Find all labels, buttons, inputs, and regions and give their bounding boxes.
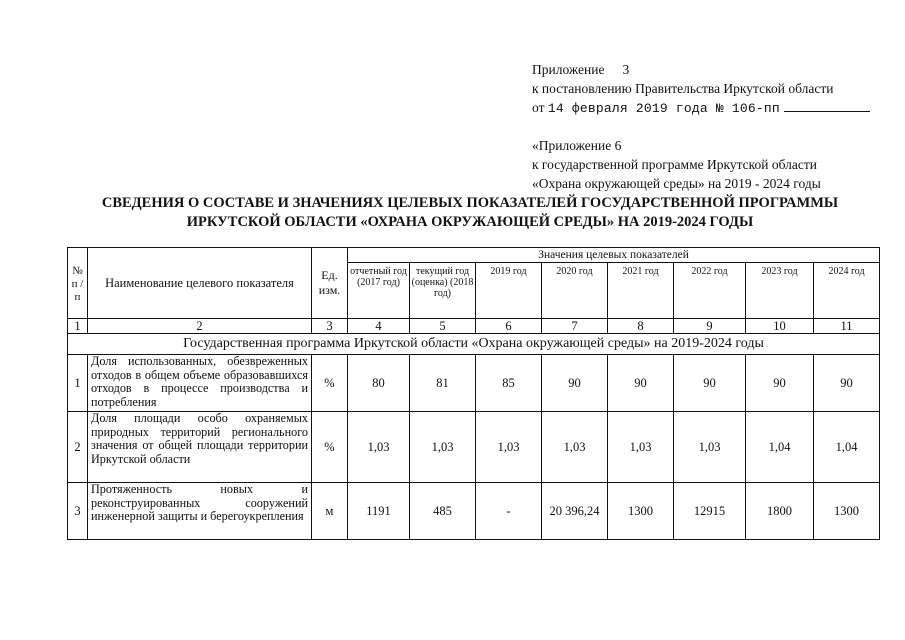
col-number: 1	[68, 319, 88, 334]
value-2022: 90	[674, 355, 746, 412]
header-col-2021: 2021 год	[608, 263, 674, 319]
header-col-2024: 2024 год	[814, 263, 880, 319]
header-row-1	[68, 248, 880, 263]
value-2022: 12915	[674, 483, 746, 540]
column-numbers-row	[68, 319, 880, 334]
indicator-unit: %	[312, 412, 348, 483]
value-2020: 90	[542, 355, 608, 412]
col-number: 4	[348, 319, 410, 334]
value-2021: 1,03	[608, 412, 674, 483]
col-number: 8	[608, 319, 674, 334]
title-line-2: ИРКУТСКОЙ ОБЛАСТИ «ОХРАНА ОКРУЖАЮЩЕЙ СРЕДЫ» НА 2019-2024 ГОДЫ	[186, 214, 754, 230]
appendix-label: Приложение	[532, 62, 605, 77]
table-row	[68, 412, 880, 483]
appendix-line-2: к постановлению Правительства Иркутской области	[532, 81, 834, 96]
indicator-unit: м	[312, 483, 348, 540]
appendix-number: 3	[622, 62, 630, 77]
header-num: № п / п	[68, 248, 88, 319]
header-col-2017: отчетный год (2017 год)	[348, 263, 410, 319]
appendix-from-prefix: от	[532, 100, 545, 115]
appendix-line-5: к государственной программе Иркутской области	[532, 157, 818, 172]
header-unit: Ед. изм.	[312, 248, 348, 319]
value-2023: 1800	[746, 483, 814, 540]
table-row	[68, 483, 880, 540]
indicator-name: Протяженность новых и реконструированных сооружений инженерной защиты и берегоукрепления	[88, 483, 312, 540]
value-2022: 1,03	[674, 412, 746, 483]
header-values-group: Значения целевых показателей	[348, 248, 880, 263]
value-2018: 1,03	[410, 412, 476, 483]
resolution-date-number: 14 февраля 2019 года № 106-пп	[547, 101, 780, 116]
value-2019: 1,03	[476, 412, 542, 483]
row-number: 2	[68, 412, 88, 483]
col-number: 7	[542, 319, 608, 334]
table-row	[68, 355, 880, 412]
value-2017: 1191	[348, 483, 410, 540]
value-2021: 1300	[608, 483, 674, 540]
value-2019: -	[476, 483, 542, 540]
value-2024: 90	[814, 355, 880, 412]
appendix-line-4: «Приложение 6	[532, 138, 622, 153]
value-2020: 1,03	[542, 412, 608, 483]
col-number: 5	[410, 319, 476, 334]
value-2023: 1,04	[746, 412, 814, 483]
col-number: 10	[746, 319, 814, 334]
value-2018: 81	[410, 355, 476, 412]
col-number: 3	[312, 319, 348, 334]
value-2018: 485	[410, 483, 476, 540]
header-col-2020: 2020 год	[542, 263, 608, 319]
appendix-line-3	[532, 98, 872, 118]
title-line-1: СВЕДЕНИЯ О СОСТАВЕ И ЗНАЧЕНИЯХ ЦЕЛЕВЫХ ПОКАЗАТЕЛЕЙ ГОСУДАРСТВЕННОЙ ПРОГРАММЫ	[101, 195, 839, 211]
header-col-2022: 2022 год	[674, 263, 746, 319]
value-2024: 1300	[814, 483, 880, 540]
indicators-table	[67, 247, 880, 540]
header-name: Наименование целевого показателя	[88, 248, 312, 319]
section-row	[68, 334, 880, 355]
value-2023: 90	[746, 355, 814, 412]
appendix-line-1	[532, 60, 872, 79]
col-number: 9	[674, 319, 746, 334]
header-col-2023: 2023 год	[746, 263, 814, 319]
indicator-name: Доля площади особо охраняемых природных территорий регионального значения от общей площади территории Иркутской области	[88, 412, 312, 483]
value-2017: 80	[348, 355, 410, 412]
col-number: 6	[476, 319, 542, 334]
value-2021: 90	[608, 355, 674, 412]
header-col-2018: текущий год (оценка) (2018 год)	[410, 263, 476, 319]
section-title: Государственная программа Иркутской области «Охрана окружающей среды» на 2019-2024 годы	[68, 334, 880, 355]
signature-line	[784, 99, 870, 112]
value-2020: 20 396,24	[542, 483, 608, 540]
appendix-line-6: «Охрана окружающей среды» на 2019 - 2024 годы	[532, 176, 821, 191]
header-col-2019: 2019 год	[476, 263, 542, 319]
col-number: 2	[88, 319, 312, 334]
value-2017: 1,03	[348, 412, 410, 483]
row-number: 1	[68, 355, 88, 412]
value-2019: 85	[476, 355, 542, 412]
document-title	[40, 194, 900, 232]
indicator-name: Доля использованных, обезвреженных отходов в общем объеме образовавшихся отходов в процессе производства и потребления	[88, 355, 312, 412]
value-2024: 1,04	[814, 412, 880, 483]
row-number: 3	[68, 483, 88, 540]
appendix-block	[532, 60, 872, 193]
indicator-unit: %	[312, 355, 348, 412]
col-number: 11	[814, 319, 880, 334]
